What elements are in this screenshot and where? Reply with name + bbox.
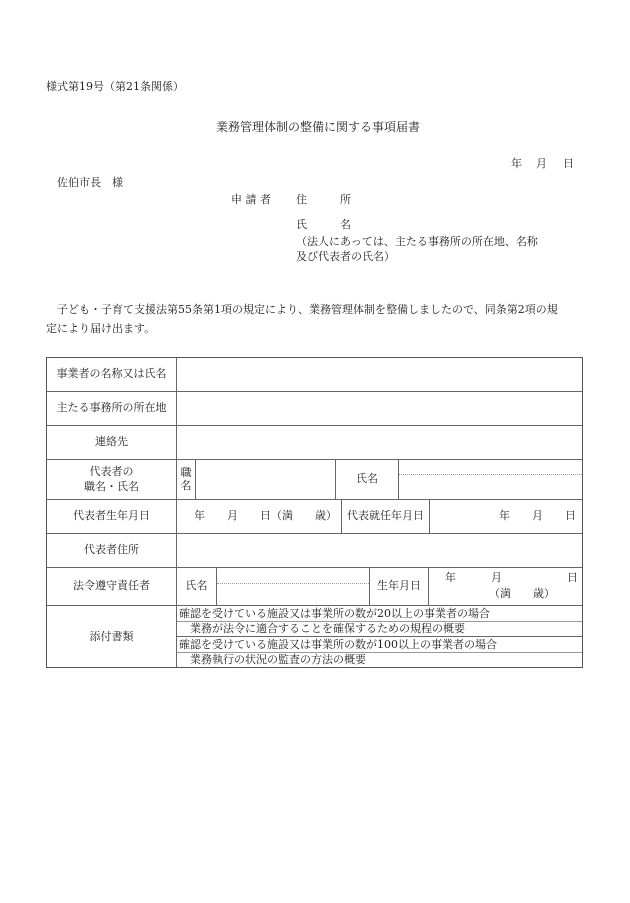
rep-address-field[interactable] bbox=[177, 534, 582, 567]
business-name-label: 事業者の名称又は氏名 bbox=[56, 367, 167, 381]
page-title: 業務管理体制の整備に関する事項届書 bbox=[216, 120, 421, 134]
compliance-name-field[interactable] bbox=[217, 568, 369, 605]
title-short-char2: 名 bbox=[180, 478, 192, 492]
compliance-officer-label: 法令遵守責任者 bbox=[73, 579, 150, 593]
attachment-row: 確認を受けている施設又は事業所の数が100以上の事業者の場合 bbox=[179, 638, 497, 651]
compliance-birth-field[interactable] bbox=[429, 568, 582, 605]
rep-title-name-line2: 職名・氏名 bbox=[84, 479, 139, 493]
address-label: 住 所 bbox=[296, 193, 351, 206]
corporate-note-line1: （法人にあっては、主たる事務所の所在地、名称 bbox=[296, 235, 538, 248]
body-text-line1: 子ども・子育て支援法第55条第1項の規定により、業務管理体制を整備しましたので、同条第2項の規 bbox=[46, 303, 558, 316]
title-short-label bbox=[177, 460, 195, 499]
rep-name-label: 氏名 bbox=[356, 472, 378, 486]
compliance-age: （満 歳） bbox=[489, 587, 555, 600]
main-office-field[interactable] bbox=[177, 392, 582, 425]
form-number: 様式第19号（第21条関係） bbox=[46, 80, 184, 93]
attachment-row: 業務が法令に適合することを確保するための規程の概要 bbox=[179, 622, 465, 635]
appointment-date-field[interactable]: 年 月 日 bbox=[499, 509, 576, 523]
rep-birthdate-field[interactable]: 年 月 日（満 歳） bbox=[194, 509, 337, 523]
main-office-label: 主たる事務所の所在地 bbox=[56, 401, 167, 415]
attachment-row: 確認を受けている施設又は事業所の数が20以上の事業者の場合 bbox=[179, 607, 490, 620]
compliance-birth-month: 月 bbox=[491, 571, 502, 584]
title-short-char1: 職 bbox=[180, 466, 192, 480]
attachment-row: 業務執行の状況の監査の方法の概要 bbox=[179, 653, 366, 666]
applicant-label: 申 請 者 bbox=[231, 193, 271, 206]
date-year: 年 bbox=[511, 157, 522, 170]
name-label: 氏 名 bbox=[296, 218, 351, 231]
contact-field[interactable] bbox=[177, 426, 582, 459]
addressee: 佐伯市長 様 bbox=[57, 176, 123, 189]
rep-address-label: 代表者住所 bbox=[84, 543, 139, 557]
rep-title-name-label bbox=[47, 460, 176, 499]
corporate-note-line2: 及び代表者の氏名） bbox=[296, 250, 395, 263]
rep-birthdate-label: 代表者生年月日 bbox=[73, 509, 150, 523]
compliance-birth-label: 生年月日 bbox=[377, 579, 421, 593]
divider bbox=[177, 636, 582, 637]
body-text-line2: 定により届け出ます。 bbox=[46, 322, 156, 335]
contact-label: 連絡先 bbox=[95, 435, 128, 449]
attachments-label: 添付書類 bbox=[89, 629, 134, 643]
compliance-name-label: 氏名 bbox=[185, 579, 208, 593]
notification-table bbox=[46, 357, 583, 668]
rep-name-field[interactable] bbox=[399, 460, 582, 499]
date-month: 月 bbox=[536, 157, 547, 170]
rep-title-field[interactable] bbox=[196, 460, 335, 499]
appointment-date-label: 代表就任年月日 bbox=[347, 509, 424, 523]
compliance-birth-day: 日 bbox=[567, 571, 578, 584]
business-name-field[interactable] bbox=[177, 358, 582, 391]
rep-title-name-line1: 代表者の bbox=[89, 464, 134, 478]
compliance-birth-year: 年 bbox=[445, 571, 456, 584]
date-day: 日 bbox=[563, 157, 574, 170]
